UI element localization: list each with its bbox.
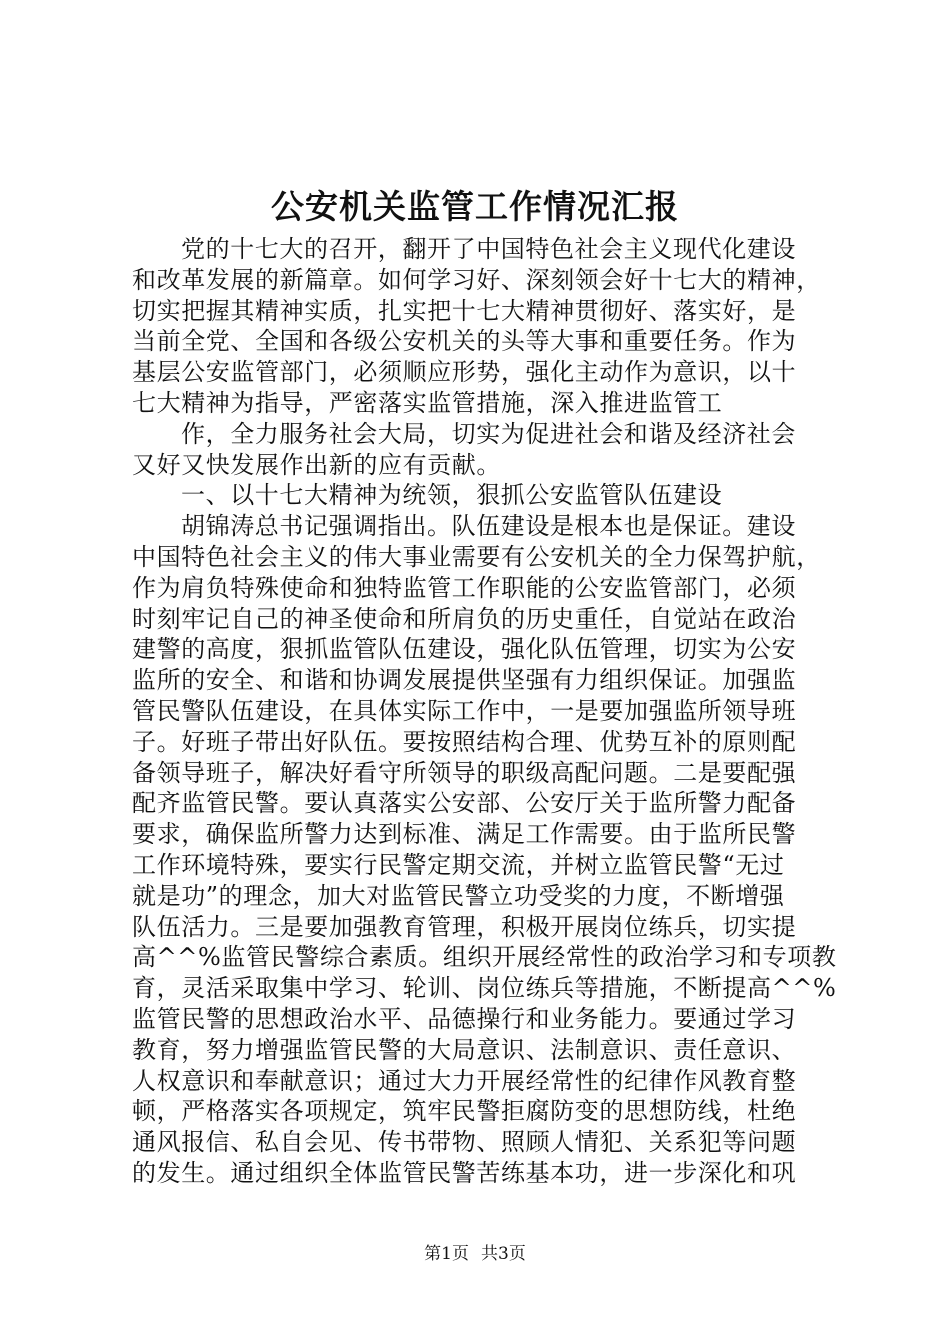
body-line: 育，灵活采取集中学习、轮训、岗位练兵等措施，不断提高^^% xyxy=(132,974,837,1003)
body-line: 基层公安监管部门，必须顺应形势，强化主动作为意识，以十 xyxy=(132,358,797,387)
body-line: 通风报信、私自会见、传书带物、照顾人情犯、关系犯等问题 xyxy=(132,1128,797,1157)
body-line: 就是功”的理念，加大对监管民警立功受奖的力度，不断增强 xyxy=(132,881,785,910)
page-number: 第1页 xyxy=(424,1244,469,1264)
page-footer xyxy=(0,1242,950,1266)
body-line: 作，全力服务社会大局，切实为促进社会和谐及经济社会 xyxy=(181,419,796,448)
body-line: 管民警队伍建设，在具体实际工作中，一是要加强监所领导班 xyxy=(132,696,797,725)
body-line: 党的十七大的召开，翻开了中国特色社会主义现代化建设 xyxy=(181,235,796,263)
body-line: 和改革发展的新篇章。如何学习好、深刻领会好十七大的精神， xyxy=(132,265,821,294)
body-line: 备领导班子，解决好看守所领导的职级高配问题。二是要配强 xyxy=(132,758,797,787)
document-title: 公安机关监管工作情况汇报 xyxy=(271,187,679,226)
body-line: 时刻牢记自己的神圣使命和所肩负的历史重任，自觉站在政治 xyxy=(132,604,797,633)
body-line: 子。好班子带出好队伍。要按照结构合理、优势互补的原则配 xyxy=(132,727,797,756)
body-line: 监管民警的思想政治水平、品德操行和业务能力。要通过学习 xyxy=(132,1004,797,1033)
body-line: 的发生。通过组织全体监管民警苦练基本功，进一步深化和巩 xyxy=(132,1158,797,1187)
body-line: 又好又快发展作出新的应有贡献。 xyxy=(132,450,501,479)
body-line: 工作环境特殊，要实行民警定期交流，并树立监管民警“无过 xyxy=(132,850,785,879)
body-line: 人权意识和奉献意识；通过大力开展经常性的纪律作风教育整 xyxy=(132,1066,797,1095)
body-line: 中国特色社会主义的伟大事业需要有公安机关的全力保驾护航， xyxy=(132,542,821,571)
page-total: 共3页 xyxy=(481,1244,526,1264)
body-line: 当前全党、全国和各级公安机关的头等大事和重要任务。作为 xyxy=(132,327,797,356)
body-line: 要求，确保监所警力达到标准、满足工作需要。由于监所民警 xyxy=(132,820,797,849)
body-line: 监所的安全、和谐和协调发展提供坚强有力组织保证。加强监 xyxy=(132,666,797,695)
body-line: 队伍活力。三是要加强教育管理，积极开展岗位练兵，切实提 xyxy=(132,912,797,941)
section-heading: 一、以十七大精神为统领，狠抓公安监管队伍建设 xyxy=(181,481,723,510)
body-line: 教育，努力增强监管民警的大局意识、法制意识、责任意识、 xyxy=(132,1035,797,1064)
body-line: 七大精神为指导，严密落实监管措施，深入推进监管工 xyxy=(132,388,723,417)
body-line: 切实把握其精神实质，扎实把十七大精神贯彻好、落实好，是 xyxy=(132,296,797,325)
document-body xyxy=(132,234,837,1189)
body-line: 高^^%监管民警综合素质。组织开展经常性的政治学习和专项教 xyxy=(132,943,837,972)
body-line: 建警的高度，狠抓监管队伍建设，强化队伍管理，切实为公安 xyxy=(132,635,797,664)
body-line: 顿，严格落实各项规定，筑牢民警拒腐防变的思想防线，杜绝 xyxy=(132,1097,797,1126)
body-line: 胡锦涛总书记强调指出。队伍建设是根本也是保证。建设 xyxy=(181,512,796,541)
body-line: 配齐监管民警。要认真落实公安部、公安厅关于监所警力配备 xyxy=(132,789,797,818)
body-line: 作为肩负特殊使命和独特监管工作职能的公安监管部门，必须 xyxy=(132,573,797,602)
